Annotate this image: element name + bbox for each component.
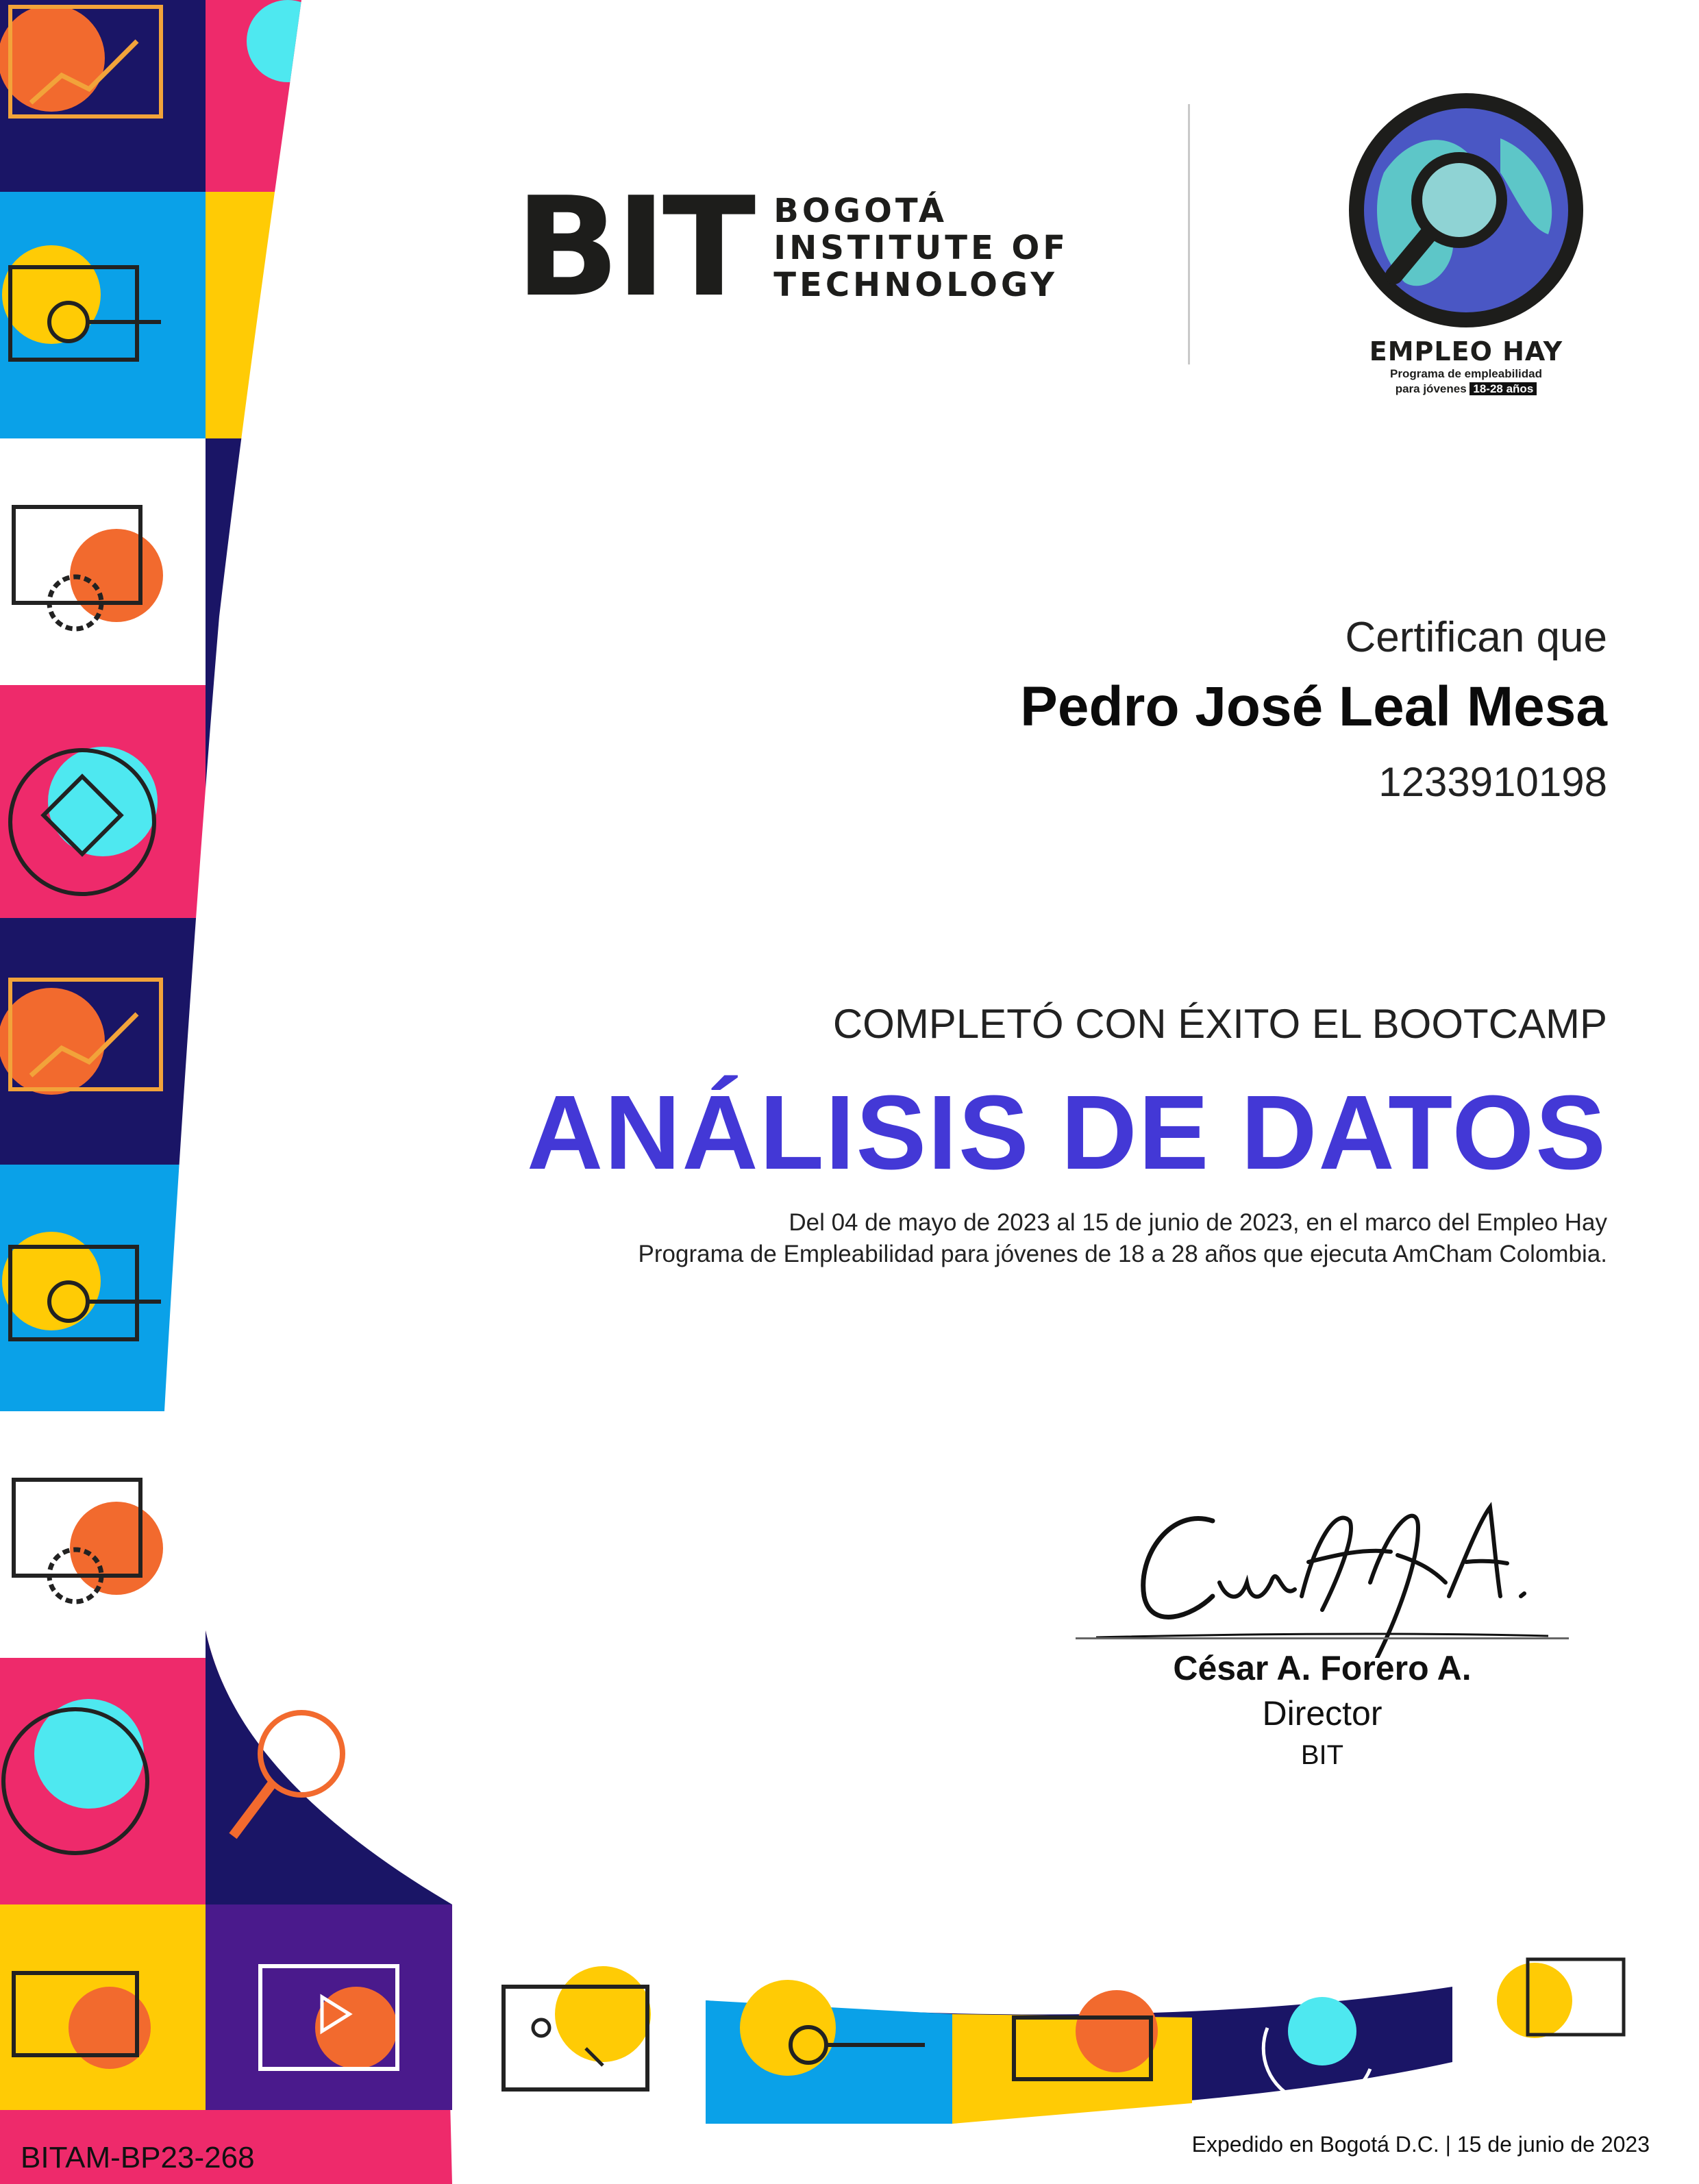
empleo-hay-subtitle-1: Programa de empleabilidad xyxy=(1389,367,1542,380)
description-line-2: Programa de Empleabilidad para jóvenes de 18 a 28 años que ejecuta AmCham Colombia. xyxy=(638,1241,1607,1267)
empleo-hay-title: EMPLEO HAY xyxy=(1369,336,1563,367)
bit-wordmark: BIT xyxy=(515,168,752,327)
signature-line xyxy=(1076,1637,1569,1639)
description-line-1: Del 04 de mayo de 2023 al 15 de junio de 2023, en el marco del Empleo Hay xyxy=(789,1209,1607,1236)
certificate-code: BITAM-BP23-268 xyxy=(21,2141,255,2174)
age-badge: 18-28 años xyxy=(1469,382,1537,395)
certify-intro: Certifican que xyxy=(1345,614,1607,661)
signer-organization: BIT xyxy=(1300,1740,1344,1770)
empleo-hay-logo xyxy=(1329,90,1603,397)
logo-divider xyxy=(1188,104,1190,364)
globe-magnifier-icon xyxy=(1343,90,1589,330)
signer-role: Director xyxy=(1262,1694,1382,1733)
empleo-hay-subtitle-text: para jóvenes xyxy=(1395,382,1467,395)
handwritten-signature xyxy=(1076,1480,1569,1658)
browser-icon xyxy=(1497,1959,1624,2038)
bit-logo xyxy=(515,168,1069,327)
bit-subtitle-line-1: BOGOTÁ xyxy=(773,192,948,230)
recipient-name: Pedro José Leal Mesa xyxy=(1020,675,1607,738)
signer-name: César A. Forero A. xyxy=(1173,1649,1472,1687)
issue-date: Expedido en Bogotá D.C. | 15 de junio de 2023 xyxy=(1191,2132,1650,2157)
flowchart-icon xyxy=(504,1966,651,2089)
recipient-id: 1233910198 xyxy=(1378,759,1607,805)
bit-subtitle-line-3: TECHNOLOGY xyxy=(773,266,1058,304)
course-description xyxy=(638,1207,1607,1270)
bit-subtitle-line-2: INSTITUTE OF xyxy=(773,229,1069,267)
completion-statement: COMPLETÓ CON ÉXITO EL BOOTCAMP xyxy=(832,1001,1607,1047)
empleo-hay-subtitle-2 xyxy=(1329,382,1603,397)
course-title: ANÁLISIS DE DATOS xyxy=(526,1074,1607,1191)
bit-subtitle xyxy=(773,193,1069,303)
